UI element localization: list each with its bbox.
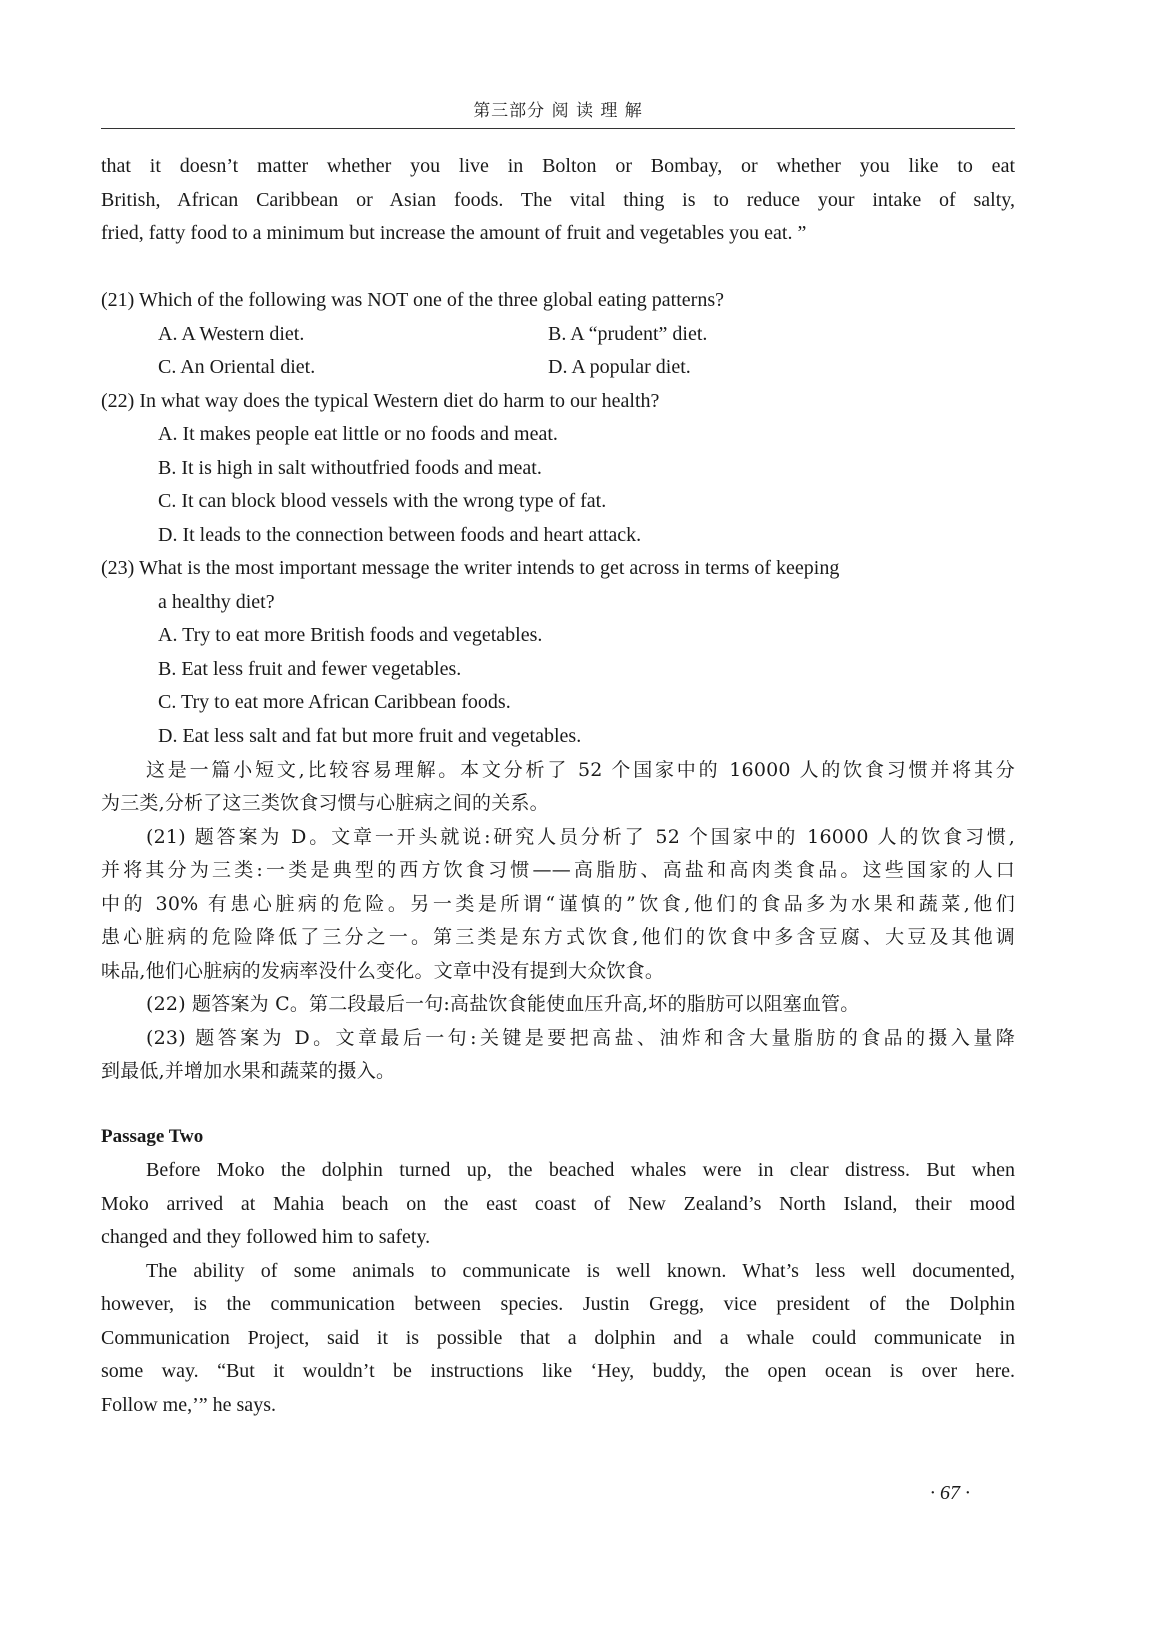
intro-line: that it doesn’t matter whether you live in Bolton or Bombay, or whether you like to eat [101,155,1015,177]
running-header: 第三部分 阅 读 理 解 [473,101,643,121]
option-23-a: A. Try to eat more British foods and vegetables. [158,624,543,646]
passage-line: Communication Project, said it is possible that a dolphin and a whale could communicate in [101,1327,1015,1349]
question-22 [101,389,1015,413]
analysis-line: 这是一篇小短文,比较容易理解。本文分析了 52 个国家中的 16000 人的饮食习惯并将其分 [146,759,1015,781]
analysis-line: 味品,他们心脏病的发病率没什么变化。文章中没有提到大众饮食。 [101,960,665,982]
passage-line: Before Moko the dolphin turned up, the beached whales were in clear distress. But when [146,1159,1015,1181]
option-22-c: C. It can block blood vessels with the wrong type of fat. [158,490,607,512]
option-22-b: B. It is high in salt withoutfried foods and meat. [158,457,542,479]
passage-line: changed and they followed him to safety. [101,1226,431,1248]
question-text: In what way does the typical Western diet do harm to our health? [139,390,660,412]
passage-line: some way. “But it wouldn’t be instructions like ‘Hey, buddy, the open ocean is over here. [101,1360,1015,1382]
question-21 [101,288,1015,312]
question-text: What is the most important message the writer intends to get across in terms of keeping [138,557,840,579]
header-divider [101,128,1015,129]
analysis-line: 到最低,并增加水果和蔬菜的摄入。 [101,1060,396,1082]
question-23-continued: a healthy diet? [158,591,275,613]
analysis-line: 中的 30% 有患心脏病的危险。另一类是所谓“谨慎的”饮食,他们的食品多为水果和蔬菜,他们 [101,893,1015,915]
passage-line: Moko arrived at Mahia beach on the east coast of New Zealand’s North Island, their mood [101,1193,1015,1215]
question-number: (22) [101,390,135,412]
question-number: (23) [101,557,135,579]
analysis-line: (23) 题答案为 D。文章最后一句:关键是要把高盐、油炸和含大量脂肪的食品的摄入量降 [146,1027,1015,1049]
passage-line: The ability of some animals to communicate is well known. What’s less well documented, [146,1260,1015,1282]
intro-line: fried, fatty food to a minimum but increase the amount of fruit and vegetables you eat. ” [101,222,807,244]
option-21-d: D. A popular diet. [548,356,691,378]
option-21-b: B. A “prudent” diet. [548,323,708,345]
intro-line: British, African Caribbean or Asian foods. The vital thing is to reduce your intake of salty, [101,189,1015,211]
passage-line: however, is the communication between species. Justin Gregg, vice president of the Dolphin [101,1293,1015,1315]
option-23-c: C. Try to eat more African Caribbean foods. [158,691,511,713]
option-22-d: D. It leads to the connection between foods and heart attack. [158,524,642,546]
section-title: Passage Two [101,1126,204,1147]
option-21-c: C. An Oriental diet. [158,356,316,378]
option-21-a: A. A Western diet. [158,323,305,345]
question-number: (21) [101,289,135,311]
option-22-a: A. It makes people eat little or no foods and meat. [158,423,558,445]
passage-line: Follow me,’” he says. [101,1394,276,1416]
question-23 [101,556,1015,580]
option-23-b: B. Eat less fruit and fewer vegetables. [158,658,462,680]
analysis-line: (22) 题答案为 C。第二段最后一句:高盐饮食能使血压升高,坏的脂肪可以阻塞血管。 [146,993,860,1015]
option-23-d: D. Eat less salt and fat but more fruit and vegetables. [158,725,582,747]
analysis-line: (21) 题答案为 D。文章一开头就说:研究人员分析了 52 个国家中的 16000 人的饮食习惯, [146,826,1015,848]
analysis-line: 患心脏病的危险降低了三分之一。第三类是东方式饮食,他们的饮食中多含豆腐、大豆及其他调 [101,926,1015,948]
analysis-line: 并将其分为三类:一类是典型的西方饮食习惯——高脂肪、高盐和高肉类食品。这些国家的人口 [101,859,1015,881]
page-number: · 67 · [930,1482,970,1504]
question-text: Which of the following was NOT one of the three global eating patterns? [138,289,724,311]
analysis-line: 为三类,分析了这三类饮食习惯与心脏病之间的关系。 [101,792,549,814]
